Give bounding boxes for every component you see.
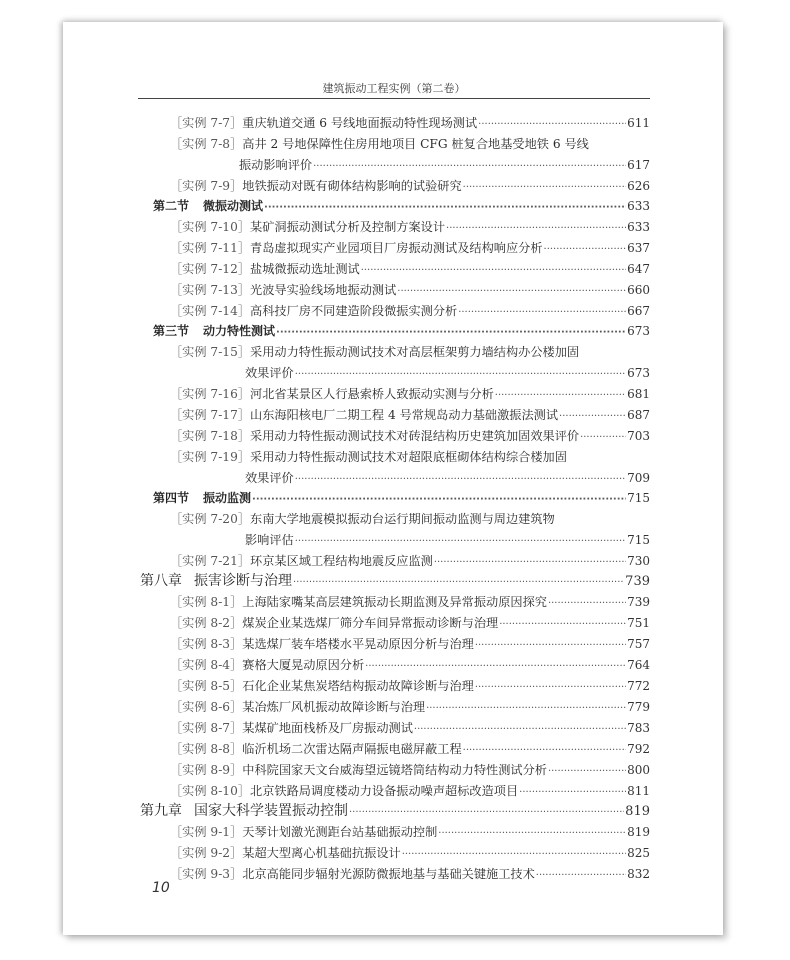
chapter-label: 第九章 [140,803,182,819]
example-tag: ［实例 7-17］ [170,408,251,422]
leader-dots [478,116,626,134]
toc-entry-8-9[interactable] [170,761,650,779]
leader-dots [426,700,626,718]
leader-dots [295,533,626,551]
page-number: 751 [627,616,650,630]
toc-entry-7-20[interactable] [170,510,650,528]
page-number: 673 [627,324,650,338]
page-number: 709 [627,471,650,485]
page-number: 633 [627,199,650,213]
toc-entry-8-4[interactable] [170,656,650,674]
page-number: 611 [627,116,650,130]
entry-title: 青岛虚拟现实产业园项目厂房振动测试及结构响应分析 [250,241,543,255]
leader-dots [313,158,626,176]
example-tag: ［实例 9-3］ [170,867,243,881]
page-folio-number: 10 [152,880,170,896]
example-tag: ［实例 8-3］ [170,637,243,651]
page-number: 779 [627,700,650,714]
entry-title: 河北省某景区人行悬索桥人致振动实测与分析 [250,387,494,401]
example-tag: ［实例 7-21］ [170,554,251,568]
toc-entry-9-3[interactable] [170,865,650,883]
entry-title: 赛格大厦晃动原因分析 [242,658,365,672]
toc-section-3[interactable] [153,322,650,340]
example-tag: ［实例 7-19］ [170,450,251,464]
toc-entry-7-13[interactable] [170,281,650,299]
toc-entry-7-15-continuation[interactable] [245,364,650,382]
entry-title: 盐城微振动选址测试 [250,262,360,276]
toc-entry-7-19-continuation[interactable] [245,469,650,487]
entry-title: 上海陆家嘴某高层建筑振动长期监测及异常振动原因探究 [242,595,547,609]
toc-section-2[interactable] [153,197,650,215]
section-label: 第四节 [153,491,190,505]
page-number: 739 [627,595,650,609]
entry-title-continuation: 效果评价 [245,471,294,485]
entry-title: 某煤矿地面栈桥及厂房振动测试 [242,721,413,735]
entry-title: 北京高能同步辐射光源防微振地基与基础关键施工技术 [242,867,535,881]
example-tag: ［实例 7-10］ [170,220,251,234]
toc-chapter-8[interactable] [140,572,650,590]
page-number: 660 [627,283,650,297]
entry-title: 高科技厂房不同建造阶段微振实测分析 [250,304,458,318]
example-tag: ［实例 8-5］ [170,679,243,693]
page-number: 764 [627,658,650,672]
page-number: 673 [627,366,650,380]
page-number: 703 [627,429,650,443]
example-tag: ［实例 7-9］ [170,179,243,193]
leader-dots [295,366,626,384]
entry-title-continuation: 振动影响评价 [239,158,313,172]
page-number: 819 [627,825,650,839]
page-number: 730 [627,554,650,568]
entry-title-continuation: 效果评价 [245,366,294,380]
page-number: 637 [627,241,650,255]
example-tag: ［实例 7-12］ [170,262,251,276]
example-tag: ［实例 7-18］ [170,429,251,443]
example-tag: ［实例 8-6］ [170,700,243,714]
page-number: 739 [625,574,650,589]
example-tag: ［实例 7-20］ [170,512,251,526]
leader-dots [548,595,626,613]
leader-dots [293,574,624,592]
leader-dots [475,637,626,655]
entry-title: 光波导实验线场地振动测试 [250,283,397,297]
example-tag: ［实例 9-1］ [170,825,243,839]
toc-entry-7-17[interactable] [170,406,650,424]
toc-entry-7-21[interactable] [170,552,650,570]
leader-dots [519,784,626,802]
leader-dots [402,846,626,864]
entry-title: 山东海阳核电厂二期工程 4 号常规岛动力基础激振法测试 [250,408,559,422]
entry-title-continuation: 影响评估 [245,533,294,547]
leader-dots [495,387,626,405]
toc-chapter-9[interactable] [140,802,650,820]
header-rule [138,98,650,99]
toc-entry-8-1[interactable] [170,593,650,611]
entry-title: 重庆轨道交通 6 号线地面振动特性现场测试 [242,116,478,130]
toc-entry-8-8[interactable] [170,740,650,758]
chapter-title: 国家大科学装置振动控制 [194,803,348,819]
entry-title: 东南大学地震模拟振动台运行期间振动监测与周边建筑物 [250,512,555,526]
example-tag: ［实例 8-8］ [170,742,243,756]
toc-entry-7-20-continuation[interactable] [245,531,650,549]
toc-entry-7-7[interactable] [170,114,650,132]
entry-title: 地铁振动对既有砌体结构影响的试验研究 [242,179,462,193]
leader-dots [438,825,626,843]
example-tag: ［实例 7-15］ [170,345,251,359]
toc-entry-8-6[interactable] [170,698,650,716]
entry-title: 某选煤厂装车塔楼水平晃动原因分析与治理 [242,637,474,651]
running-head: 建筑振动工程实例（第二卷） [322,82,466,95]
toc-entry-7-11[interactable] [170,239,650,257]
page-number: 687 [627,408,650,422]
toc-entry-8-2[interactable] [170,614,650,632]
example-tag: ［实例 8-1］ [170,595,243,609]
leader-dots [580,429,626,447]
leader-dots [475,679,626,697]
section-title: 动力特性测试 [203,324,276,338]
leader-dots [361,262,626,280]
toc-entry-7-12[interactable] [170,260,650,278]
section-title: 微振动测试 [203,199,264,213]
example-tag: ［实例 8-7］ [170,721,243,735]
entry-title: 北京铁路局调度楼动力设备振动噪声超标改造项目 [250,784,519,798]
page-number: 772 [627,679,650,693]
example-tag: ［实例 7-16］ [170,387,251,401]
page-number: 811 [627,784,650,798]
leader-dots [458,304,626,322]
page-number: 681 [627,387,650,401]
entry-title: 临沂机场二次雷达隔声隔振电磁屏蔽工程 [242,742,462,756]
leader-dots [463,179,626,197]
page-number: 757 [627,637,650,651]
toc-entry-7-18[interactable] [170,427,650,445]
page-number: 792 [627,742,650,756]
leader-dots [544,241,627,259]
toc-entry-8-10[interactable] [170,782,650,800]
page-number: 667 [627,304,650,318]
toc-section-4[interactable] [153,489,650,507]
leader-dots [463,742,626,760]
example-tag: ［实例 7-13］ [170,283,251,297]
leader-dots [499,616,626,634]
leader-dots [414,721,626,739]
entry-title: 某超大型离心机基础抗振设计 [242,846,401,860]
chapter-title: 振害诊断与治理 [194,573,292,589]
chapter-label: 第八章 [140,573,182,589]
toc-entry-7-15[interactable] [170,343,650,361]
page-number: 715 [627,491,650,505]
leader-dots [434,554,626,572]
example-tag: ［实例 8-2］ [170,616,243,630]
entry-title: 天琴计划激光测距台站基础振动控制 [242,825,438,839]
example-tag: ［实例 8-4］ [170,658,243,672]
section-label: 第二节 [153,199,190,213]
example-tag: ［实例 9-2］ [170,846,243,860]
page-number: 819 [625,804,650,819]
example-tag: ［实例 7-14］ [170,304,251,318]
leader-dots [295,471,626,489]
page-number: 626 [627,179,650,193]
leader-dots [276,324,626,342]
page-number: 647 [627,262,650,276]
toc-entry-7-19[interactable] [170,448,650,466]
toc-entry-8-7[interactable] [170,719,650,737]
page-number: 832 [627,867,650,881]
toc-entry-7-16[interactable] [170,385,650,403]
toc-entry-7-14[interactable] [170,302,650,320]
page-number: 715 [627,533,650,547]
leader-dots [349,804,624,822]
leader-dots [548,763,626,781]
toc-entry-9-1[interactable] [170,823,650,841]
toc-entry-9-2[interactable] [170,844,650,862]
entry-title: 采用动力特性振动测试技术对超限底框砌体结构综合楼加固 [250,450,567,464]
leader-dots [536,867,626,885]
leader-dots [559,408,626,426]
entry-title: 煤炭企业某选煤厂筛分车间异常振动诊断与治理 [242,616,499,630]
example-tag: ［实例 7-11］ [170,241,251,255]
leader-dots [264,199,626,217]
leader-dots [397,283,626,301]
section-label: 第三节 [153,324,190,338]
toc-entry-7-9[interactable] [170,177,650,195]
entry-title: 中科院国家天文台威海望远镜塔筒结构动力特性测试分析 [242,763,547,777]
entry-title: 某矿洞振动测试分析及控制方案设计 [250,220,446,234]
leader-dots [252,491,626,509]
entry-title: 石化企业某焦炭塔结构振动故障诊断与治理 [242,679,474,693]
leader-dots [365,658,626,676]
example-tag: ［实例 7-8］ [170,137,243,151]
page-number: 633 [627,220,650,234]
page-number: 800 [627,763,650,777]
example-tag: ［实例 7-7］ [170,116,243,130]
toc-entry-7-8-continuation[interactable] [239,156,650,174]
toc-entry-7-8[interactable] [170,135,650,153]
section-title: 振动监测 [203,491,252,505]
entry-title: 某冶炼厂风机振动故障诊断与治理 [242,700,426,714]
page-number: 825 [627,846,650,860]
example-tag: ［实例 8-9］ [170,763,243,777]
entry-title: 高井 2 号地保障性住房用地项目 CFG 桩复合地基受地铁 6 号线 [242,137,589,151]
toc-entry-8-5[interactable] [170,677,650,695]
leader-dots [446,220,626,238]
example-tag: ［实例 8-10］ [170,784,251,798]
entry-title: 采用动力特性振动测试技术对砖混结构历史建筑加固效果评价 [250,429,580,443]
entry-title: 采用动力特性振动测试技术对高层框架剪力墙结构办公楼加固 [250,345,580,359]
toc-entry-8-3[interactable] [170,635,650,653]
page-number: 617 [627,158,650,172]
page-number: 783 [627,721,650,735]
entry-title: 环京某区域工程结构地震反应监测 [250,554,433,568]
toc-entry-7-10[interactable] [170,218,650,236]
